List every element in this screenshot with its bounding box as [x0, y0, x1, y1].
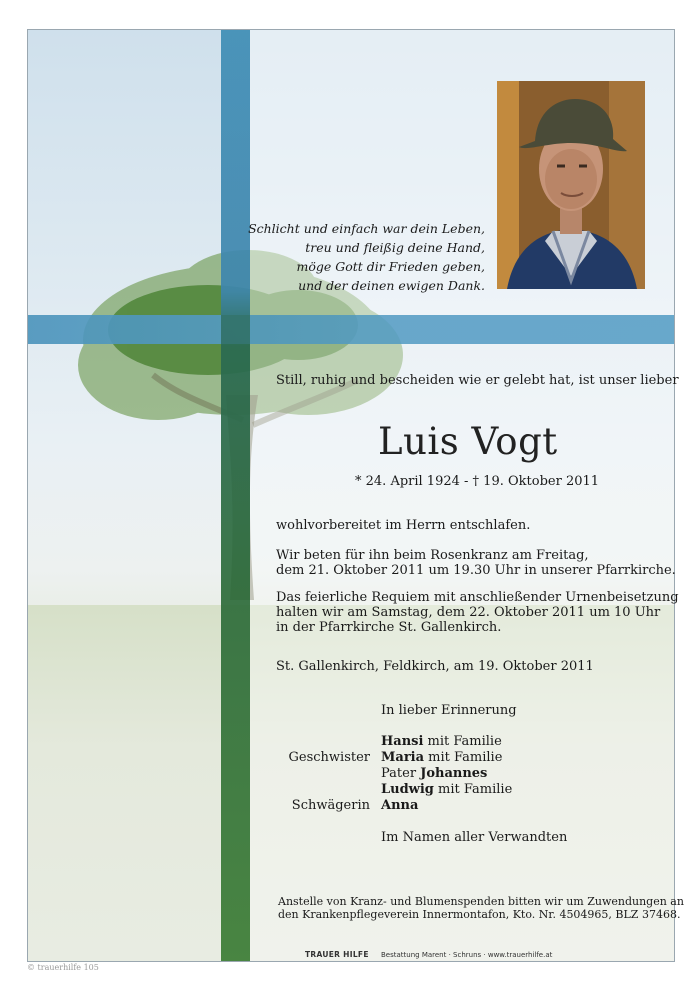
relative-line	[381, 798, 512, 814]
life-dates: * 24. April 1924 - † 19. Oktober 2011	[355, 474, 600, 489]
poem-line: und der deinen ewigen Dank.	[298, 278, 485, 293]
footer-text: Bestattung Marent · Schruns · www.trauerhilfe.at	[381, 951, 553, 959]
relative-name: Ludwig	[381, 782, 434, 797]
relatives-list	[381, 734, 512, 814]
donation-note	[278, 895, 684, 921]
portrait-image	[497, 81, 645, 289]
rosary-line: Wir beten für ihn beim Rosenkranz am Freitag,	[276, 548, 589, 563]
deceased-name: Luis Vogt	[378, 420, 558, 463]
label-sister-in-law: Schwägerin	[291, 798, 370, 813]
place-date: St. Gallenkirch, Feldkirch, am 19. Oktober 2011	[276, 659, 594, 674]
poem-line: Schlicht und einfach war dein Leben,	[248, 221, 485, 236]
relative-name: Anna	[381, 798, 419, 813]
relative-line: Pater Johannes	[381, 766, 488, 781]
rosary-line: dem 21. Oktober 2011 um 19.30 Uhr in unserer Pfarrkirche.	[276, 563, 676, 578]
label-siblings: Geschwister	[288, 750, 370, 765]
poem	[248, 219, 485, 295]
copyright: © trauerhilfe 105	[27, 963, 99, 972]
relative-line: Ludwig mit Familie	[381, 782, 513, 797]
brand-logo: TRAUER HILFE	[305, 950, 369, 959]
requiem-line: Das feierliche Requiem mit anschließender Urnenbeisetzung	[276, 590, 679, 605]
poem-line: möge Gott dir Frieden geben,	[296, 259, 485, 274]
requiem-line: halten wir am Samstag, dem 22. Oktober 2011 um 10 Uhr	[276, 605, 661, 620]
cross-horizontal-beam	[28, 315, 674, 344]
relative-name: Hansi	[381, 734, 424, 749]
donation-line: den Krankenpflegeverein Innermontafon, Kto. Nr. 4504965, BLZ 37468.	[278, 908, 681, 921]
funeral-home-footer	[305, 950, 552, 959]
passed-text: wohlvorbereitet im Herrn entschlafen.	[276, 518, 531, 533]
requiem-text	[276, 590, 679, 635]
rosary-text	[276, 548, 676, 578]
poem-line: treu und fleißig deine Hand,	[305, 240, 485, 255]
relative-name: Maria	[381, 750, 425, 765]
cross-center	[221, 315, 250, 344]
donation-line: Anstelle von Kranz- und Blumenspenden bitten wir um Zuwendungen an	[278, 895, 684, 908]
relative-line: Hansi mit Familie	[381, 734, 502, 749]
cross-vertical-beam	[221, 30, 250, 961]
intro-text: Still, ruhig und bescheiden wie er gelebt hat, ist unser lieber	[276, 373, 679, 388]
all-relatives: Im Namen aller Verwandten	[381, 830, 568, 845]
memory-heading: In lieber Erinnerung	[381, 703, 517, 718]
relative-name: Johannes	[420, 766, 488, 781]
requiem-line: in der Pfarrkirche St. Gallenkirch.	[276, 620, 502, 635]
portrait-photo	[497, 81, 645, 289]
relative-line: Maria mit Familie	[381, 750, 503, 765]
